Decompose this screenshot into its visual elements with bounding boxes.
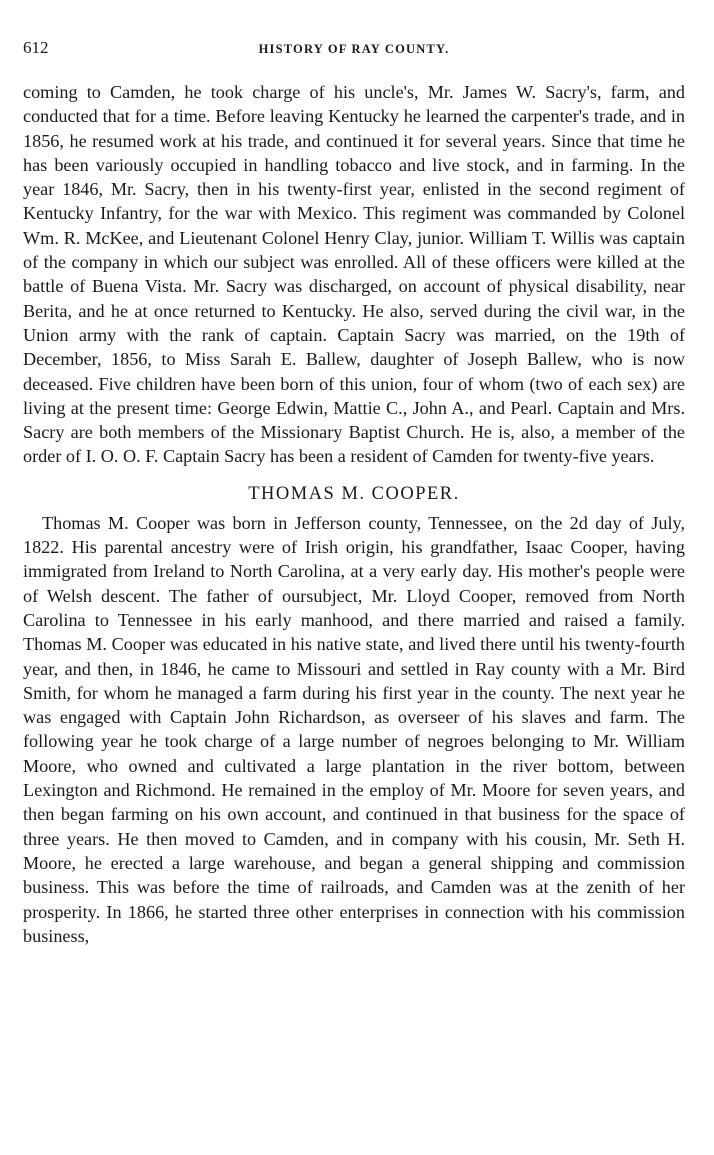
book-page <box>23 0 685 948</box>
running-header <box>23 0 685 58</box>
running-title: HISTORY OF RAY COUNTY. <box>258 42 450 56</box>
paragraph-sacry-biography: coming to Camden, he took charge of his uncle's, Mr. James W. Sacry's, farm, and conducted that for a time. Before leaving Kentucky he learned the carpenter's trade, and in 1856, he resumed work at his trade, and continued it for several years. Since that time he has been variously occupied in handling tobacco and live stock, and in farming. In the year 1846, Mr. Sacry, then in his twenty-first year, enlisted in the second regiment of Kentucky Infantry, for the war with Mexico. This regiment was commanded by Colonel Wm. R. McKee, and Lieutenant Colonel Henry Clay, junior. William T. Willis was captain of the company in which our subject was enrolled. All of these officers were killed at the battle of Buena Vista. Mr. Sacry was discharged, on account of physical disability, near Berita, and he at once returned to Kentucky. He also, served during the civil war, in the Union army with the rank of captain. Captain Sacry was married, on the 19th of December, 1856, to Miss Sarah E. Ballew, daughter of Joseph Ballew, who is now deceased. Five children have been born of this union, four of whom (two of each sex) are living at the present time: George Edwin, Mattie C., John A., and Pearl. Captain and Mrs. Sacry are both members of the Missionary Baptist Church. He is, also, a member of the order of I. O. O. F. Captain Sacry has been a resident of Camden for twenty-five years. <box>23 82 685 467</box>
section-heading: THOMAS M. COOPER. <box>248 483 460 504</box>
paragraph-cooper-biography: Thomas M. Cooper was born in Jefferson county, Tennessee, on the 2d day of July, 1822. His parental ancestry were of Irish origin, his grandfather, Isaac Cooper, having immigrated from Ireland to North Carolina, at a very early day. His mother's people were of Welsh descent. The father of oursubject, Mr. Lloyd Cooper, removed from North Carolina to Tennessee in his early manhood, and there married and raised a family. Thomas M. Cooper was educated in his native state, and lived there until his twenty-fourth year, and then, in 1846, he came to Missouri and settled in Ray county with a Mr. Bird Smith, for whom he managed a farm during his first year in the county. The next year he was engaged with Captain John Richardson, as overseer of his slaves and farm. The following year he took charge of a large number of negroes belonging to Mr. William Moore, who owned and cultivated a large plantation in the river bottom, between Lexington and Richmond. He remained in the employ of Mr. Moore for seven years, and then began farming on his own account, and continued in that business for the space of three years. He then moved to Camden, and in company with his cousin, Mr. Seth H. Moore, he erected a large warehouse, and began a general shipping and commission business. This was before the time of railroads, and Camden was at the zenith of her prosperity. In 1866, he started three other enterprises in connection with his commission business, <box>23 512 685 946</box>
page-number: 612 <box>23 38 49 57</box>
